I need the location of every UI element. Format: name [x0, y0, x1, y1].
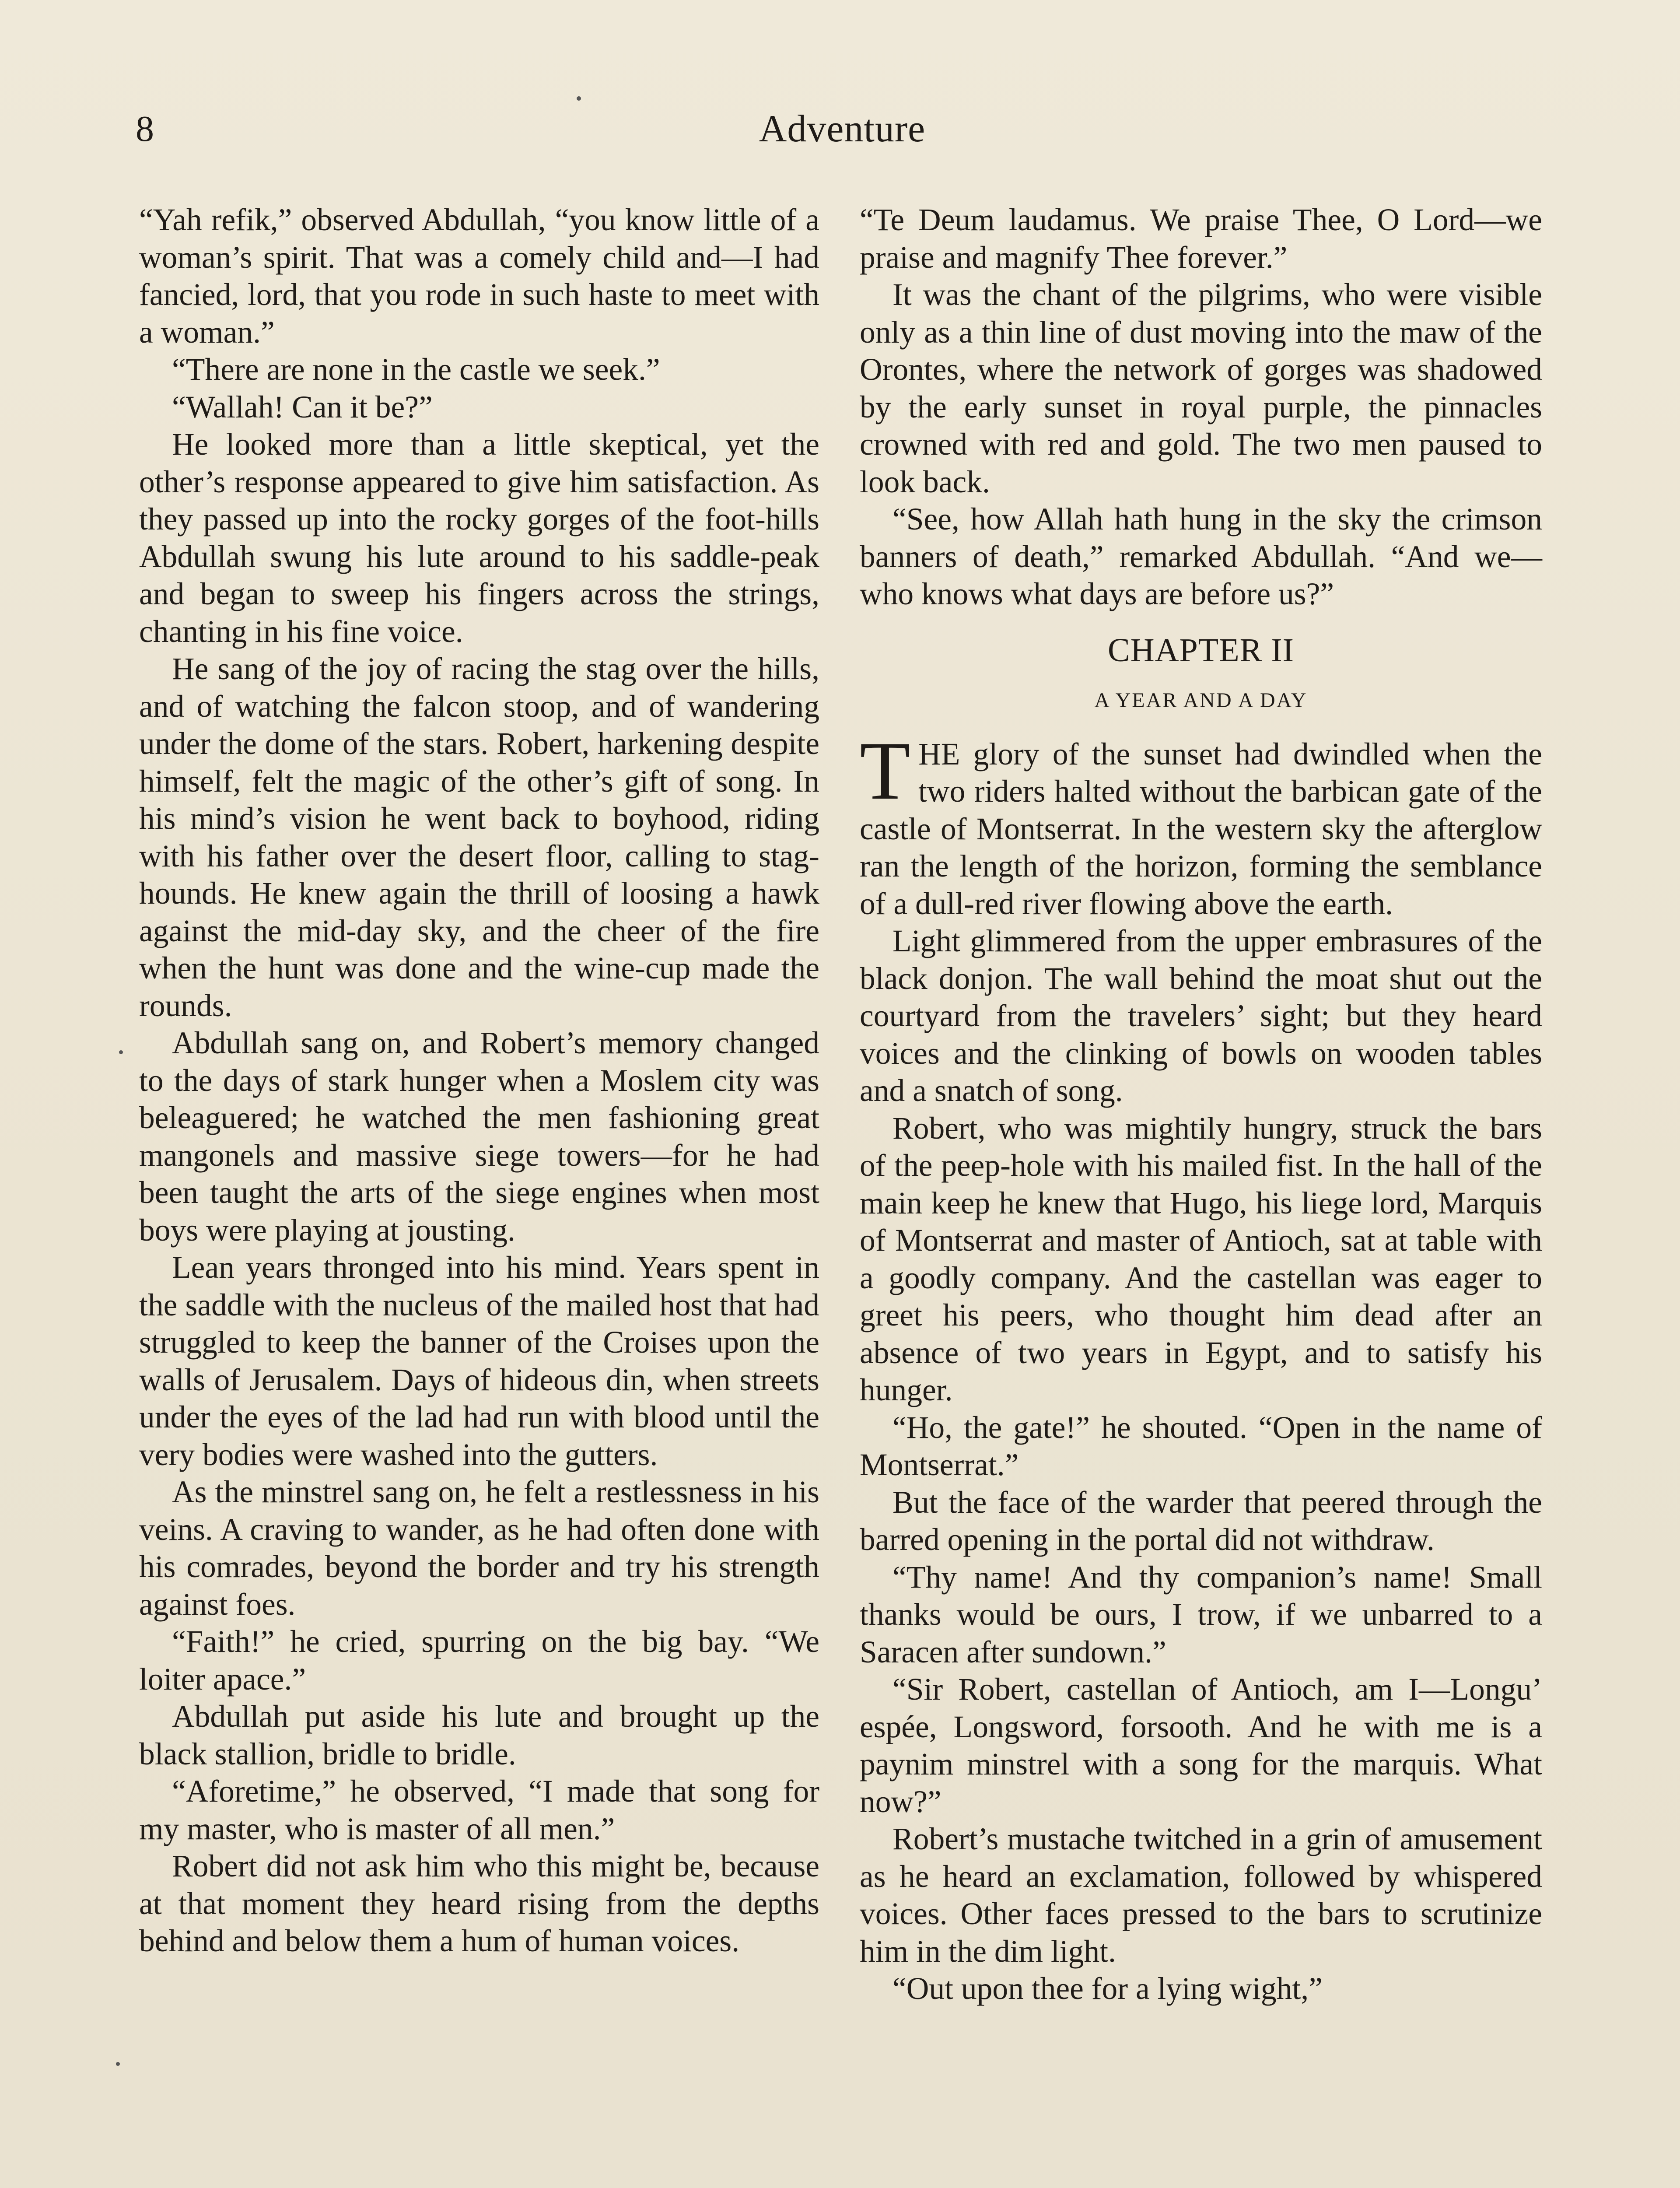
- paragraph: “Thy name! And thy companion’s name! Small thanks would be ours, I trow, if we unbarred to a Saracen after sundown.”: [860, 1560, 1542, 1669]
- paragraph: “Out upon thee for a lying wight,”: [892, 1971, 1323, 2006]
- paragraph: “Te Deum laudamus. We praise Thee, O Lord—we praise and magnify Thee forever.”: [860, 203, 1542, 275]
- print-speck: [116, 2062, 120, 2066]
- chapter-opening-paragraph: [860, 725, 1542, 923]
- print-speck: [119, 1050, 123, 1054]
- paragraph: But the face of the warder that peered through the barred opening in the portal did not withdraw.: [860, 1485, 1542, 1557]
- paragraph: “There are none in the castle we seek.”: [172, 352, 660, 387]
- left-column: [139, 201, 819, 1960]
- paragraph: “Ho, the gate!” he shouted. “Open in the name of Montserrat.”: [860, 1410, 1542, 1482]
- paragraph: Robert’s mustache twitched in a grin of amusement as he heard an exclamation, followed by whispered voices. Other faces pressed to the bars to scrutinize him in the dim light.: [860, 1822, 1542, 1969]
- paragraph: Robert, who was mightily hungry, struck the bars of the peep-hole with his mailed fist. In the hall of the main keep he knew that Hugo, his liege lord, Marquis of Montserrat and master of Antioch, sat at table with a goodly company. And the castellan was eager to greet his peers, who thought him dead after an absence of two years in Egypt, and to satisfy his hunger.: [860, 1111, 1542, 1407]
- paragraph: “Sir Robert, castellan of Antioch, am I—Longu’ espée, Longsword, forsooth. And he with me is a paynim minstrel with a song for the marquis. What now?”: [860, 1672, 1542, 1819]
- chapter-heading: CHAPTER II: [1108, 631, 1294, 669]
- paragraph: Robert did not ask him who this might be, because at that moment they heard rising from the depths behind and below them a hum of human voices.: [139, 1849, 819, 1958]
- paragraph: As the minstrel sang on, he felt a restlessness in his veins. A craving to wander, as he had often done with his comrades, beyond the border and try his strength against foes.: [139, 1475, 819, 1622]
- paragraph: He sang of the joy of racing the stag over the hills, and of watching the falcon stoop, and of wandering under the dome of the stars. Robert, harkening despite himself, felt the magic of the other’s gift of song. In his mind’s vision he went back to boyhood, riding with his father over the desert floor, calling to stag-hounds. He knew again the thrill of loosing a hawk against the mid-day sky, and the cheer of the fire when the hunt was done and the wine-cup made the rounds.: [139, 652, 819, 1023]
- paragraph: Light glimmered from the upper embrasures of the black donjon. The wall behind the moat shut out the courtyard from the travelers’ sight; but they heard voices and the clinking of bowls on wooden tables and a snatch of song.: [860, 924, 1542, 1108]
- chapter-subtitle: A YEAR AND A DAY: [1094, 688, 1308, 712]
- print-speck: [577, 96, 581, 101]
- paragraph: “Aforetime,” he observed, “I made that song for my master, who is master of all men.”: [139, 1774, 819, 1846]
- drop-cap: T: [860, 725, 911, 817]
- paragraph: “Faith!” he cried, spurring on the big bay. “We loiter apace.”: [139, 1624, 819, 1697]
- paragraph: “Wallah! Can it be?”: [172, 389, 433, 424]
- right-column: [860, 201, 1542, 2008]
- running-title: Adventure: [759, 108, 926, 150]
- paragraph: “See, how Allah hath hung in the sky the crimson banners of death,” remarked Abdullah. “And we—who knows what days are before us?”: [860, 502, 1542, 611]
- paragraph: Abdullah sang on, and Robert’s memory changed to the days of stark hunger when a Moslem city was beleaguered; he watched the men fashioning great mangonels and massive siege towers—for he had been taught the arts of the siege engines when most boys were playing at jousting.: [139, 1026, 819, 1248]
- paragraph: He looked more than a little skeptical, yet the other’s response appeared to give him satisfaction. As they passed up into the rocky gorges of the foot-hills Abdullah swung his lute around to his saddle-peak and began to sweep his fingers across the strings, chanting in his fine voice.: [139, 427, 819, 649]
- page-number: 8: [136, 109, 154, 149]
- paragraph: “Yah refik,” observed Abdullah, “you know little of a woman’s spirit. That was a comely child and—I had fancied, lord, that you rode in such haste to meet with a woman.”: [139, 203, 819, 350]
- paragraph: It was the chant of the pilgrims, who were visible only as a thin line of dust moving into the maw of the Orontes, where the network of gorges was shadowed by the early sunset in royal purple, the pinnacles crowned with red and gold. The two men paused to look back.: [860, 277, 1542, 499]
- opening-text: HE glory of the sunset had dwindled when the two riders halted without the barbican gate of the castle of Montserrat. In the western sky the afterglow ran the length of the horizon, forming the semblance of a dull-red river flowing above the earth.: [860, 736, 1542, 921]
- paragraph: Abdullah put aside his lute and brought up the black stallion, bridle to bridle.: [139, 1699, 819, 1771]
- paragraph: Lean years thronged into his mind. Years spent in the saddle with the nucleus of the mailed host that had struggled to keep the banner of the Croises upon the walls of Jerusalem. Days of hideous din, when streets under the eyes of the lad had run with blood until the very bodies were washed into the gutters.: [139, 1250, 819, 1472]
- page-header: [136, 105, 1549, 153]
